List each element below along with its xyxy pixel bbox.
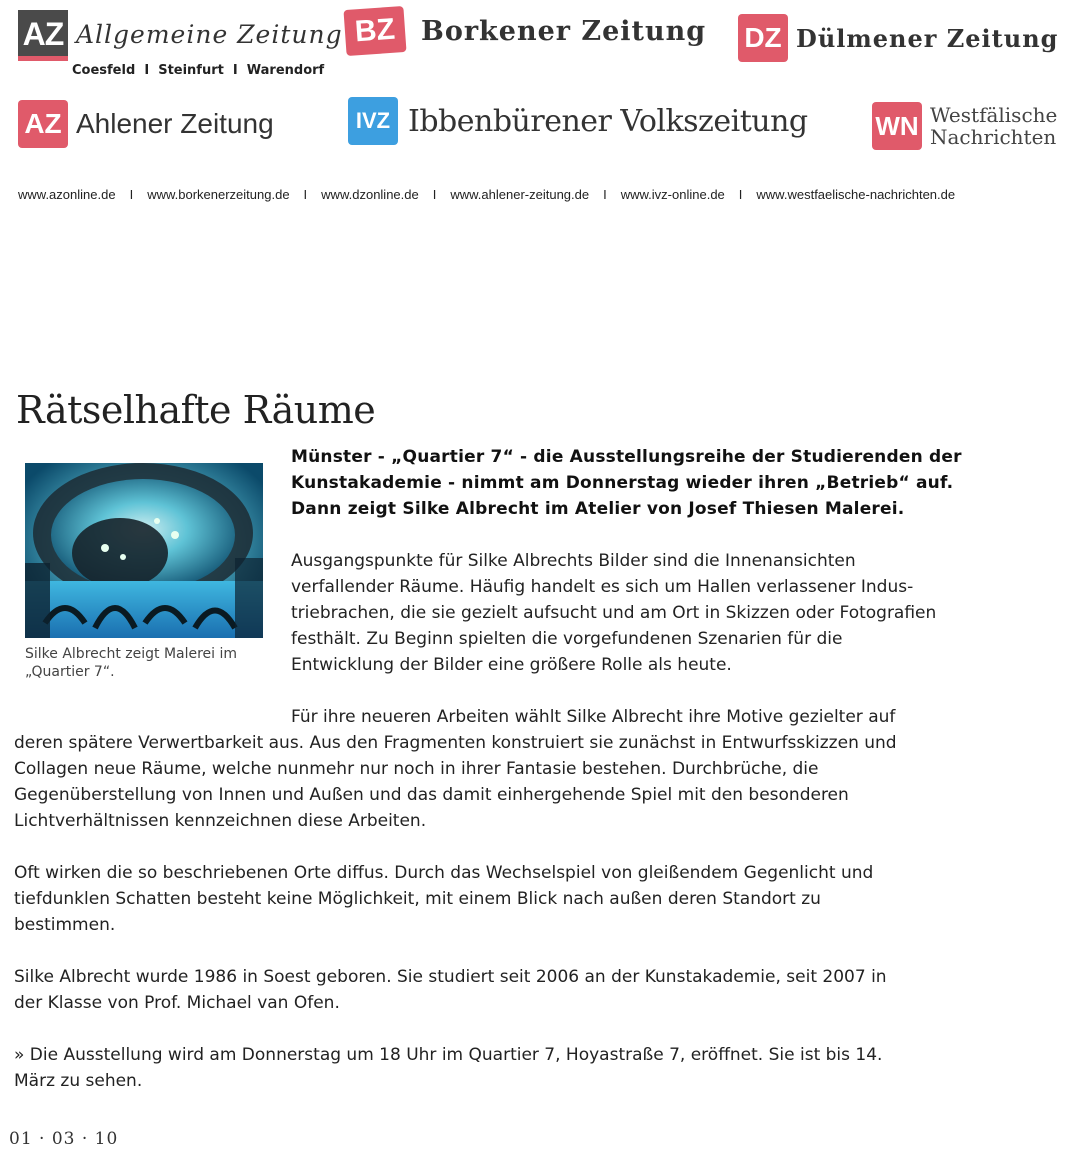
paragraph-line: Entwicklung der Bilder eine größere Rolle als heute. [291, 655, 732, 675]
url-ahlener-zeitung[interactable]: www.ahlener-zeitung.de [450, 187, 590, 202]
ivz-name: Ibbenbürener Volkszeitung [408, 103, 808, 139]
lead-line: Dann zeigt Silke Albrecht im Atelier von Josef Thiesen Malerei. [291, 499, 905, 519]
logo-ibbenbuerener-volkszeitung [348, 97, 808, 145]
paragraph-line: festhält. Zu Beginn spielten die vorgefundenen Szenarien für die [291, 629, 843, 649]
url-borkenerzeitung[interactable]: www.borkenerzeitung.de [147, 187, 290, 202]
paragraph-5 [14, 1042, 882, 1094]
paragraph-line: deren spätere Verwertbarkeit aus. Aus den Fragmenten konstruiert sie zunächst in Entwurfsskizzen und [14, 733, 897, 753]
article-date: 01 · 03 · 10 [9, 1129, 119, 1149]
az-towns: Coesfeld I Steinfurt I Warendorf [72, 63, 325, 78]
paragraph-line: Silke Albrecht wurde 1986 in Soest geboren. Sie studiert seit 2006 an der Kunstakademie, seit 2007 in [14, 967, 887, 987]
lead-line: Münster - „Quartier 7“ - die Ausstellungsreihe der Studierenden der [291, 447, 962, 467]
article-lead [291, 444, 962, 522]
url-separator: I [129, 187, 134, 202]
logo-duelmener-zeitung [738, 14, 1058, 62]
az-underline [18, 56, 68, 61]
paragraph-line: der Klasse von Prof. Michael van Ofen. [14, 993, 340, 1013]
ahlen-name: Ahlener Zeitung [76, 108, 274, 139]
article-title: Rätselhafte Räume [16, 388, 376, 432]
ivz-badge: IVZ [348, 97, 398, 145]
bz-badge: BZ [343, 6, 406, 56]
paragraph-line: Collagen neue Räume, welche nunmehr nur noch in ihrer Fantasie bestehen. Durchbrüche, die [14, 759, 819, 779]
article-photo [25, 463, 263, 638]
url-separator: I [303, 187, 308, 202]
paragraph-line: Ausgangspunkte für Silke Albrechts Bilder sind die Innenansichten [291, 551, 856, 571]
paragraph-line: Für ihre neueren Arbeiten wählt Silke Albrecht ihre Motive gezielter auf [291, 707, 896, 727]
wn-badge: WN [872, 102, 922, 150]
paragraph-line: triebrachen, die sie gezielt aufsucht und am Ort in Skizzen oder Fotografien [291, 603, 937, 623]
bz-name: Borkener Zeitung [421, 15, 707, 47]
az-name: Allgemeine Zeitung [76, 19, 343, 49]
logo-borkener-zeitung [345, 8, 706, 54]
wn-name [930, 104, 1057, 148]
lead-line: Kunstakademie - nimmt am Donnerstag wieder ihren „Betrieb“ auf. [291, 473, 954, 493]
paragraph-3 [14, 860, 873, 938]
logo-ahlener-zeitung [18, 100, 274, 148]
logo-westfaelische-nachrichten [872, 102, 1057, 150]
paragraph-1 [291, 548, 936, 678]
photo-caption: Silke Albrecht zeigt Malerei im „Quartier 7“. [25, 646, 238, 680]
paragraph-line: verfallender Räume. Häufig handelt es sich um Hallen verlassener Indus- [291, 577, 914, 597]
paragraph-2 [14, 704, 897, 834]
paragraph-line: tiefdunklen Schatten besteht keine Möglichkeit, mit einem Blick nach außen deren Standort zu [14, 889, 821, 909]
dz-name: Dülmener Zeitung [796, 23, 1059, 53]
url-azonline[interactable]: www.azonline.de [18, 187, 116, 202]
ahlen-badge: AZ [18, 100, 68, 148]
logo-allgemeine-zeitung [18, 10, 343, 58]
paragraph-line: Oft wirken die so beschriebenen Orte diffus. Durch das Wechselspiel von gleißendem Gegenlicht und [14, 863, 874, 883]
paragraph-4 [14, 964, 887, 1016]
wn-name-line1: Westfälische [930, 103, 1058, 127]
url-separator: I [738, 187, 743, 202]
url-dzonline[interactable]: www.dzonline.de [321, 187, 419, 202]
paragraph-line: » Die Ausstellung wird am Donnerstag um 18 Uhr im Quartier 7, Hoyastraße 7, eröffnet. Sie ist bis 14. [14, 1045, 883, 1065]
dz-badge: DZ [738, 14, 788, 62]
painting-image [25, 463, 263, 638]
paragraph-line: März zu sehen. [14, 1071, 143, 1091]
paragraph-line: Lichtverhältnissen kennzeichnen diese Arbeiten. [14, 811, 427, 831]
wn-name-line2: Nachrichten [930, 125, 1057, 149]
url-separator: I [603, 187, 607, 202]
paragraph-line: bestimmen. [14, 915, 116, 935]
paragraph-line: Gegenüberstellung von Innen und Außen und das damit einhergehende Spiel mit den besonderen [14, 785, 849, 805]
url-ivz-online[interactable]: www.ivz-online.de [620, 187, 725, 202]
url-row [18, 187, 1068, 202]
url-separator: I [432, 187, 437, 202]
url-westfaelische-nachrichten[interactable]: www.westfaelische-nachrichten.de [756, 187, 956, 202]
az-badge: AZ [18, 10, 68, 58]
